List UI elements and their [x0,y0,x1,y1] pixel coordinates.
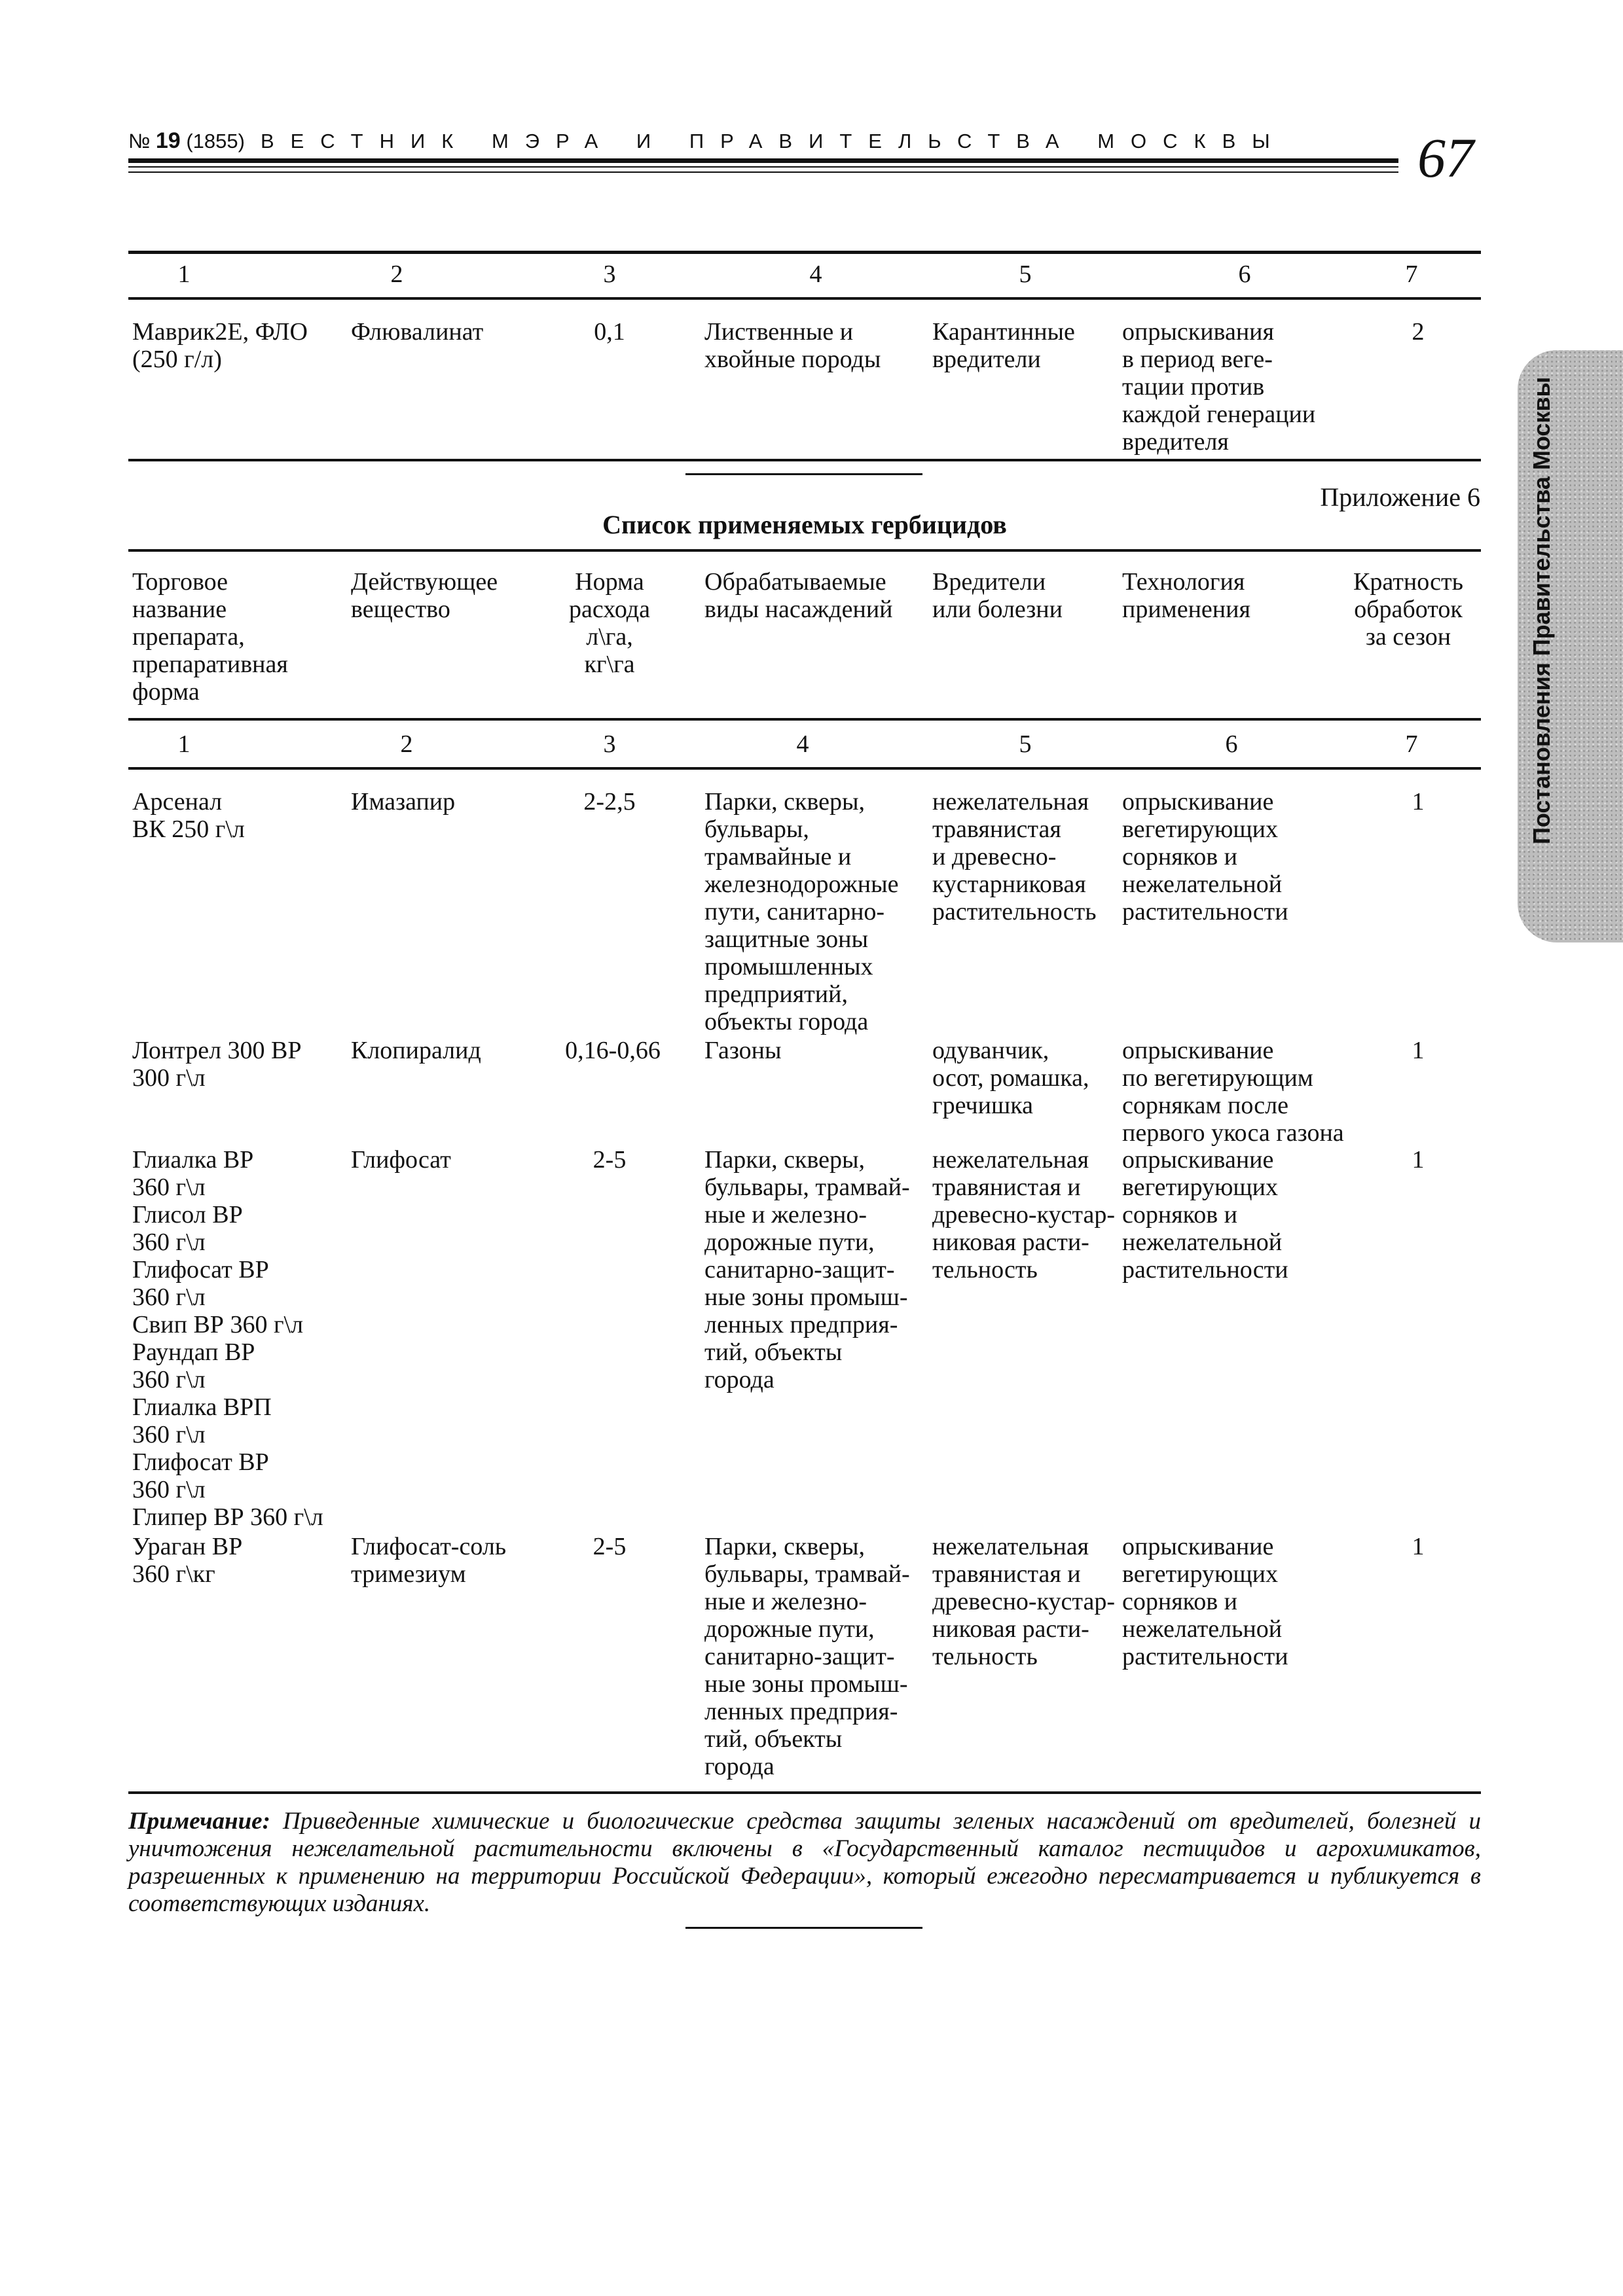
cell-rate: 0,1 [594,318,625,346]
table-row [128,1146,1481,1532]
header-substance: Действующее вещество [351,568,498,623]
header-pests: Вредители или болезни [932,568,1063,623]
cell-pests: нежелательная травянистая и древесно-кустар- никовая расти- тельность [932,1146,1115,1283]
cell-substance: Имазапир [351,788,456,816]
herb-column-number-row [128,730,1481,761]
herb-col-num-4: 4 [796,730,809,758]
cell-technology: опрыскивание по вегетирующим сорнякам после первого укоса газона [1122,1037,1344,1147]
herb-header-rule [128,718,1481,721]
cell-substance: Глифосат-соль тримезиум [351,1533,507,1588]
col-num-1: 1 [177,260,191,288]
cell-plants: Лиственные и хвойные породы [704,318,881,373]
table-row [128,788,1481,1037]
cell-count: 2 [1412,318,1425,346]
cell-technology: опрыскивание вегетирующих сорняков и нежелательной растительности [1122,788,1288,925]
col-num-5: 5 [1019,260,1032,288]
herb-header-row [128,568,1481,712]
section-divider [685,473,922,475]
header-technology: Технология применения [1122,568,1250,623]
header-rule-thin [128,166,1398,168]
cell-substance: Глифосат [351,1146,451,1174]
cell-plants: Парки, скверы, бульвары, трамвай- ные и железно- дорожные пути, санитарно-защит- ные зоны промыш- ленных предприя- тий, объекты города [704,1146,910,1393]
cell-rate: 2-5 [593,1533,627,1560]
cell-pests: Карантинные вредители [932,318,1075,373]
herb-col-num-6: 6 [1225,730,1238,758]
list-title: Список применяемых гербицидов [602,510,1007,539]
cell-count: 1 [1412,788,1425,816]
herb-col-num-7: 7 [1405,730,1418,758]
issue-info [128,130,245,152]
col-num-7: 7 [1405,260,1418,288]
issue-number: 19 [155,128,181,153]
cell-pests: нежелательная травянистая и древесно- кустарниковая растительность [932,788,1097,925]
issue-prefix: № [128,130,151,152]
cell-trade-name: Арсенал ВК 250 г\л [132,788,245,843]
header-rule-thin-2 [128,171,1398,173]
section-side-label: Постановления Правительства Москвы [1528,376,1555,844]
herb-col-num-1: 1 [177,730,191,758]
cell-rate: 2-5 [593,1146,627,1174]
col-num-4: 4 [809,260,822,288]
cell-technology: опрыскивание вегетирующих сорняков и нежелательной растительности [1122,1146,1288,1283]
issue-total: (1855) [186,130,245,152]
cell-trade-name: Ураган ВР 360 г\кг [132,1533,243,1588]
cell-count: 1 [1412,1533,1425,1560]
table-bottom-rule [128,459,1481,461]
table-top-rule [128,251,1481,254]
running-header [128,128,1405,154]
column-number-row [128,260,1481,291]
cell-technology: опрыскивание вегетирующих сорняков и нежелательной растительности [1122,1533,1288,1670]
footnote [128,1808,1481,1918]
col-num-3: 3 [603,260,616,288]
cell-plants: Газоны [704,1037,782,1064]
cell-substance: Клопиралид [351,1037,481,1064]
journal-title: ВЕСТНИК МЭРА И ПРАВИТЕЛЬСТВА МОСКВЫ [260,130,1286,152]
appendix-label: Приложение 6 [1320,482,1480,512]
cell-rate: 0,16-0,66 [565,1037,661,1064]
herb-table-top-rule [128,549,1481,552]
cell-technology: опрыскивания в период веге- тации против каждой генерации вредителя [1122,318,1316,456]
table-row [128,318,1481,456]
table-row [128,1533,1481,1788]
cell-count: 1 [1412,1146,1425,1174]
cell-pests: одуванчик, осот, ромашка, гречишка [932,1037,1089,1119]
herb-col-num-5: 5 [1019,730,1032,758]
header-trade-name: Торговое название препарата, препаративная форма [132,568,288,706]
cell-rate: 2-2,5 [583,788,636,816]
table-number-rule [128,297,1481,300]
header-plants: Обрабатываемые виды насаждений [704,568,893,623]
header-rate: Норма расхода л\га, кг\га [569,568,650,678]
end-divider [685,1927,922,1929]
cell-trade-name: Маврик2Е, ФЛО (250 г/л) [132,318,308,373]
cell-pests: нежелательная травянистая и древесно-кустар- никовая расти- тельность [932,1533,1115,1670]
herb-table-bottom-rule [128,1791,1481,1794]
cell-trade-name: Глиалка ВР 360 г\л Глисол ВР 360 г\л Глифосат ВР 360 г\л Свип ВР 360 г\л Раундап ВР 360 г\л Глиалка ВРП 360 г\л Глифосат ВР 360 г\л Глипер ВР 360 г\л [132,1146,323,1531]
cell-count: 1 [1412,1037,1425,1064]
cell-plants: Парки, скверы, бульвары, трамвай- ные и железно- дорожные пути, санитарно-защит- ные зоны промыш- ленных предприя- тий, объекты города [704,1533,910,1780]
cell-substance: Флювалинат [351,318,484,346]
col-num-2: 2 [390,260,403,288]
page-number: 67 [1417,126,1474,189]
col-num-6: 6 [1238,260,1251,288]
header-rule-thick [128,158,1398,163]
herb-col-num-2: 2 [400,730,413,758]
table-row [128,1037,1481,1148]
herb-col-num-3: 3 [603,730,616,758]
footnote-text: Приведенные химические и биологические средства защиты зеленых насаждений от вредителей, болезней и уничтожения нежелательной растительности включены в «Государственный каталог пестицидов и агрохимикатов, разрешенных к применению на территории Российской Федерации», который ежегодно пересматривается и публикуется в соответствующих изданиях. [128,1808,1481,1917]
cell-plants: Парки, скверы, бульвары, трамвайные и железнодорожные пути, санитарно- защитные зоны промышленных предприятий, объекты города [704,788,899,1035]
header-count: Кратность обработок за сезон [1353,568,1463,651]
cell-trade-name: Лонтрел 300 ВР 300 г\л [132,1037,302,1092]
footnote-label: Примечание: [128,1808,270,1835]
herb-number-rule [128,767,1481,770]
